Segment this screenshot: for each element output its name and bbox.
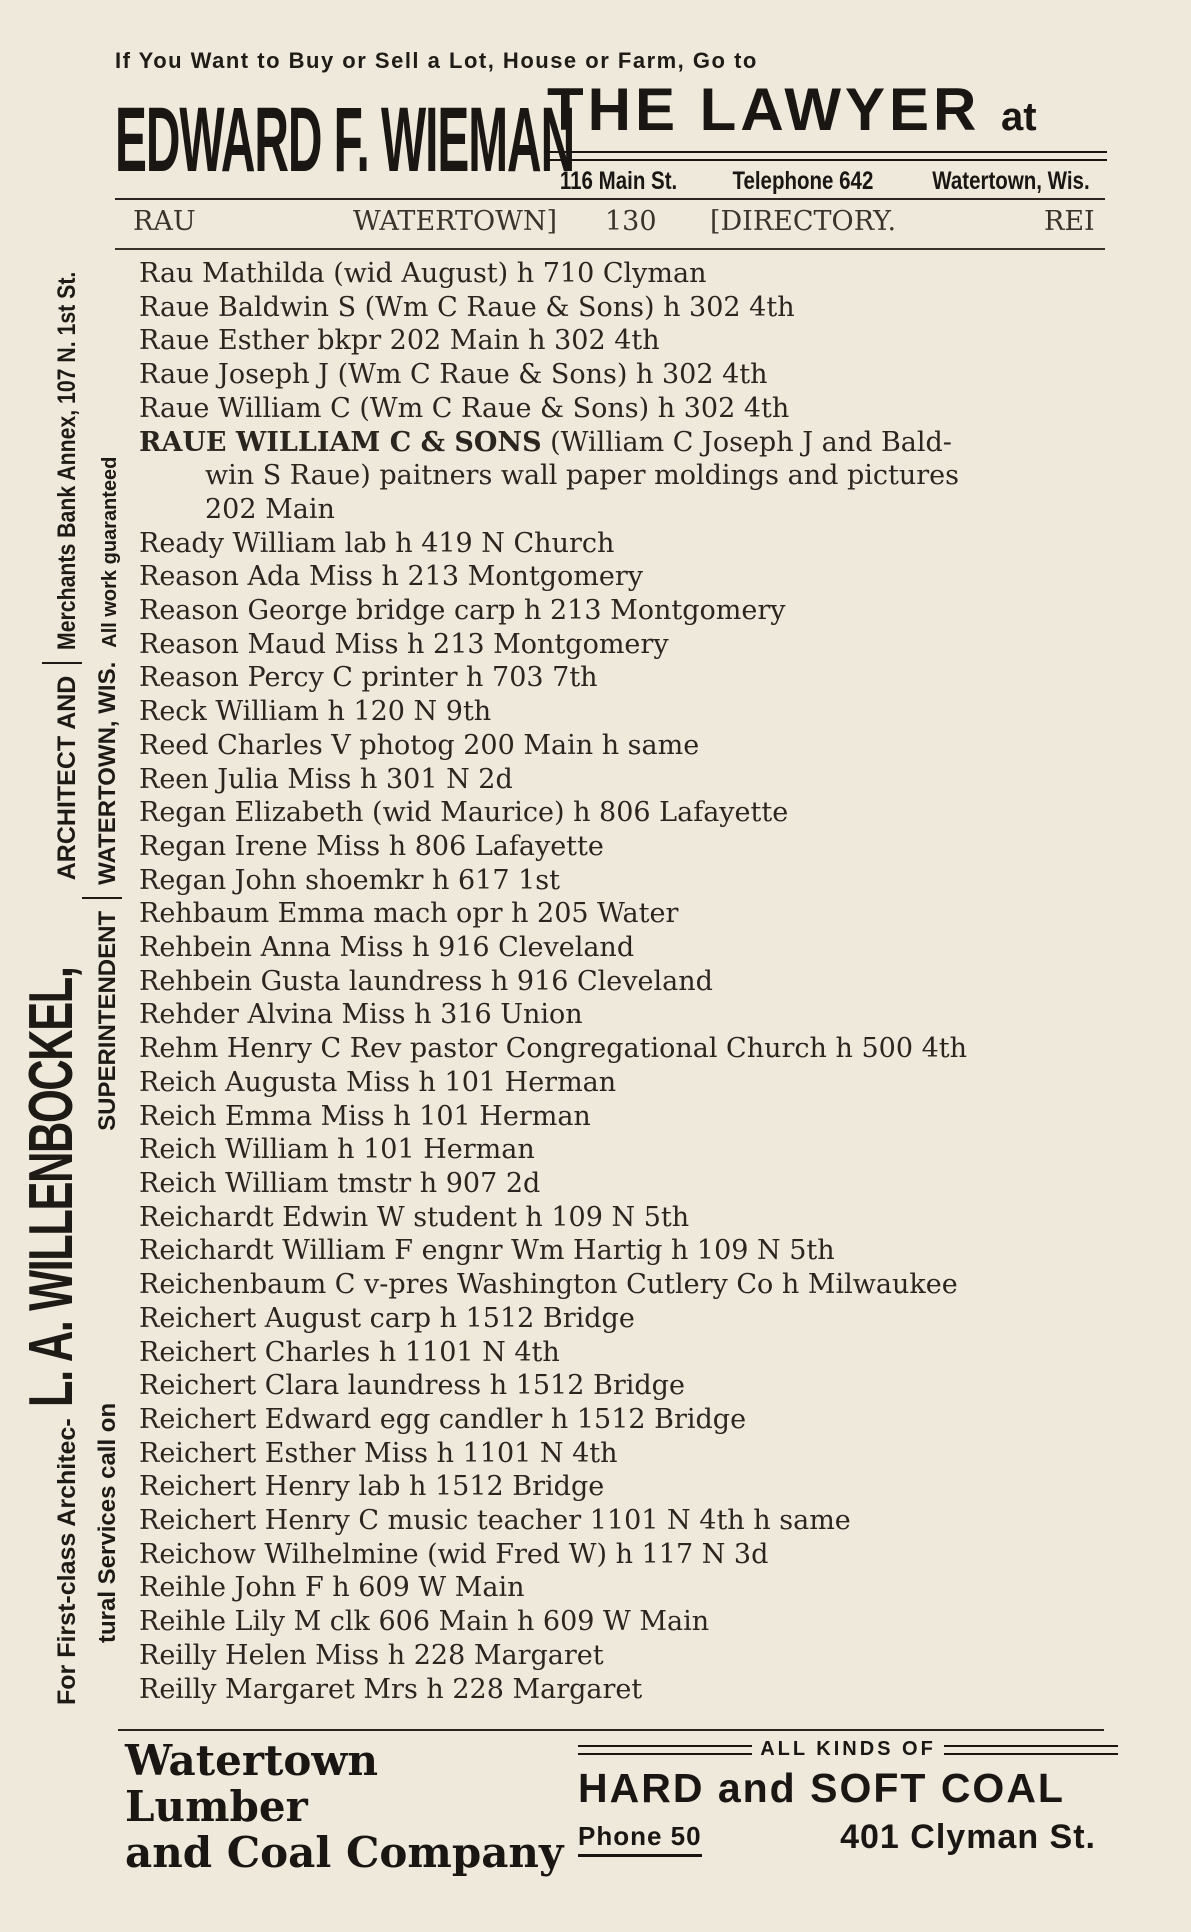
directory-entry bbox=[139, 1133, 1099, 1167]
directory-entry bbox=[139, 931, 1099, 965]
page-header bbox=[133, 206, 1108, 242]
entry-text: Rehbein Anna Miss h 916 Cleveland bbox=[139, 932, 635, 964]
directory-entry bbox=[139, 1100, 1099, 1134]
entry-text: Reen Julia Miss h 301 N 2d bbox=[139, 763, 513, 795]
entry-text: Raue Joseph J (Wm C Raue & Sons) h 302 4th bbox=[139, 359, 768, 391]
entry-text: Reilly Margaret Mrs h 228 Margaret bbox=[139, 1673, 643, 1705]
top-ad-headline: If You Want to Buy or Sell a Lot, House or Farm, Go to bbox=[115, 48, 758, 73]
directory-entry bbox=[139, 628, 1099, 662]
directory-entry bbox=[139, 1336, 1099, 1370]
side-ad-line-1 bbox=[17, 205, 86, 1705]
header-city: WATERTOWN] bbox=[353, 206, 558, 237]
entry-text: Reich Emma Miss h 101 Herman bbox=[139, 1100, 591, 1132]
architect-title-2: SUPERINTENDENT bbox=[94, 910, 121, 1131]
directory-entry bbox=[139, 1639, 1099, 1673]
entry-text: Reichert Edward egg candler h 1512 Bridge bbox=[139, 1403, 747, 1435]
directory-entry bbox=[139, 1504, 1099, 1538]
entry-text: Regan Elizabeth (wid Maurice) h 806 Lafayette bbox=[139, 797, 789, 829]
entry-text: Reason Ada Miss h 213 Montgomery bbox=[139, 561, 644, 593]
directory-entry bbox=[139, 392, 1099, 426]
directory-entry bbox=[139, 763, 1099, 797]
directory-entry bbox=[139, 1268, 1099, 1302]
directory-entry bbox=[139, 1167, 1099, 1201]
entry-text: Reich William h 101 Herman bbox=[139, 1134, 535, 1166]
directory-entry bbox=[139, 459, 1099, 493]
coal-ad-details bbox=[578, 1738, 1118, 1858]
side-divider bbox=[42, 662, 82, 664]
directory-entry bbox=[139, 830, 1099, 864]
directory-entry bbox=[139, 1437, 1099, 1471]
entry-firm-name: RAUE WILLIAM C & SONS bbox=[139, 426, 542, 458]
coal-kinds: ALL KINDS OF bbox=[760, 1738, 936, 1760]
entry-text: Raue Baldwin S (Wm C Raue & Sons) h 302 4th bbox=[139, 291, 795, 323]
entry-text: Reihle John F h 609 W Main bbox=[139, 1572, 525, 1604]
entry-text: Reichert Henry lab h 1512 Bridge bbox=[139, 1471, 605, 1503]
header-section: [DIRECTORY. bbox=[710, 206, 897, 237]
entry-text: Reilly Helen Miss h 228 Margaret bbox=[139, 1639, 604, 1671]
entry-text: Reichow Wilhelmine (wid Fred W) h 117 N 3d bbox=[139, 1538, 769, 1570]
entry-text: Raue Esther bkpr 202 Main h 302 4th bbox=[139, 325, 660, 357]
directory-entry bbox=[139, 998, 1099, 1032]
entry-text: Reck William h 120 N 9th bbox=[139, 696, 492, 728]
lawyer-address: 116 Main St. bbox=[559, 167, 678, 195]
entry-text: Reich Augusta Miss h 101 Herman bbox=[139, 1066, 617, 1098]
directory-entry bbox=[139, 1369, 1099, 1403]
entry-text: Reichert Henry C music teacher 1101 N 4th h same bbox=[139, 1505, 851, 1537]
entry-text: Reich William tmstr h 907 2d bbox=[139, 1167, 541, 1199]
entry-text: Rehder Alvina Miss h 316 Union bbox=[139, 999, 583, 1031]
architect-address: Merchants Bank Annex, 107 N. 1st St. bbox=[53, 271, 81, 651]
kinds-rule-left bbox=[578, 1745, 752, 1755]
entry-text: Reihle Lily M clk 606 Main h 609 W Main bbox=[139, 1606, 710, 1638]
entry-text: Reichert Clara laundress h 1512 Bridge bbox=[139, 1370, 685, 1402]
directory-entry bbox=[139, 1234, 1099, 1268]
side-ad-line-2 bbox=[82, 205, 122, 1705]
coal-kinds-row bbox=[578, 1738, 1118, 1761]
bottom-divider bbox=[118, 1729, 1104, 1731]
directory-entry bbox=[139, 1673, 1099, 1707]
directory-entry bbox=[139, 1302, 1099, 1336]
directory-entry bbox=[139, 1605, 1099, 1639]
header-right-guide: REI bbox=[1044, 206, 1095, 237]
architect-city: WATERTOWN, WIS. bbox=[94, 661, 121, 885]
entry-text: Reason George bridge carp h 213 Montgomery bbox=[139, 595, 786, 627]
lawyer-block bbox=[547, 76, 1107, 195]
directory-entry bbox=[139, 965, 1099, 999]
entry-text: Reichardt William F engnr Wm Hartig h 109 N 5th bbox=[139, 1235, 835, 1267]
entry-text: Reason Percy C printer h 703 7th bbox=[139, 662, 598, 694]
coal-company-line-2: and Coal Company bbox=[125, 1828, 564, 1877]
entry-text: Reichert Esther Miss h 1101 N 4th bbox=[139, 1437, 618, 1469]
top-divider bbox=[115, 198, 1105, 200]
entry-text: Reason Maud Miss h 213 Montgomery bbox=[139, 628, 669, 660]
coal-address: 401 Clyman St. bbox=[840, 1818, 1096, 1856]
lawyer-city: Watertown, Wis. bbox=[932, 167, 1090, 195]
architect-title: ARCHITECT AND bbox=[53, 675, 81, 881]
directory-entry bbox=[139, 594, 1099, 628]
directory-entry bbox=[139, 1470, 1099, 1504]
directory-entry bbox=[139, 324, 1099, 358]
lawyer-double-rule bbox=[547, 151, 1107, 161]
lawyer-telephone: Telephone 642 bbox=[732, 167, 874, 195]
entry-text: Reichenbaum C v-pres Washington Cutlery Co h Milwaukee bbox=[139, 1269, 958, 1301]
side-ad-intro-2: tural Services call on bbox=[94, 1402, 121, 1643]
lawyer-name: EDWARD F. WIEMAN bbox=[115, 89, 575, 191]
header-divider bbox=[115, 248, 1105, 250]
coal-company-name bbox=[125, 1736, 565, 1877]
coal-phone: Phone 50 bbox=[578, 1821, 702, 1857]
directory-entry bbox=[139, 1032, 1099, 1066]
directory-entry bbox=[139, 1538, 1099, 1572]
directory-entry bbox=[139, 695, 1099, 729]
directory-entry bbox=[139, 426, 1099, 460]
entry-text: win S Raue) paitners wall paper moldings and pictures bbox=[205, 460, 959, 492]
architect-guarantee: All work guaranteed bbox=[99, 456, 121, 648]
coal-product: HARD and SOFT COAL bbox=[578, 1765, 1065, 1811]
entry-text: Ready William lab h 419 N Church bbox=[139, 527, 615, 559]
directory-entry bbox=[139, 527, 1099, 561]
entry-text: Regan Irene Miss h 806 Lafayette bbox=[139, 830, 604, 862]
lawyer-title-row bbox=[547, 78, 1107, 149]
directory-entry bbox=[139, 291, 1099, 325]
directory-entry bbox=[139, 1066, 1099, 1100]
header-left-guide: RAU bbox=[133, 206, 196, 237]
directory-entry bbox=[139, 257, 1099, 291]
directory-entry bbox=[139, 560, 1099, 594]
entry-text: Reichert August carp h 1512 Bridge bbox=[139, 1302, 635, 1334]
side-ad-intro: For First-class Architec- bbox=[53, 1418, 81, 1705]
coal-company-line-1: Watertown Lumber bbox=[125, 1736, 379, 1831]
directory-entry bbox=[139, 1571, 1099, 1605]
directory-entry bbox=[139, 493, 1099, 527]
directory-entry bbox=[139, 729, 1099, 763]
entry-text: 202 Main bbox=[205, 493, 335, 525]
directory-entry bbox=[139, 864, 1099, 898]
entry-text: Reichardt Edwin W student h 109 N 5th bbox=[139, 1201, 690, 1233]
entry-text: Rehbaum Emma mach opr h 205 Water bbox=[139, 898, 679, 930]
lawyer-title-suffix: at bbox=[1001, 95, 1037, 139]
directory-entry bbox=[139, 661, 1099, 695]
entry-text: Rehbein Gusta laundress h 916 Cleveland bbox=[139, 965, 713, 997]
directory-entries bbox=[139, 257, 1099, 1706]
page-number: 130 bbox=[605, 206, 657, 237]
top-advertisement bbox=[115, 48, 1105, 198]
entry-text: Reed Charles V photog 200 Main h same bbox=[139, 729, 700, 761]
directory-entry bbox=[139, 796, 1099, 830]
entry-text: Reichert Charles h 1101 N 4th bbox=[139, 1336, 560, 1368]
directory-entry bbox=[139, 1403, 1099, 1437]
kinds-rule-right bbox=[944, 1745, 1118, 1755]
directory-entry bbox=[139, 358, 1099, 392]
entry-text: Rau Mathilda (wid August) h 710 Clyman bbox=[139, 258, 707, 289]
entry-text: Rehm Henry C Rev pastor Congregational Church h 500 4th bbox=[139, 1033, 967, 1065]
side-advertisement bbox=[17, 205, 122, 1705]
directory-entry bbox=[139, 897, 1099, 931]
lawyer-contact bbox=[547, 167, 1107, 196]
entry-text: Raue William C (Wm C Raue & Sons) h 302 4th bbox=[139, 392, 790, 424]
coal-contact-row bbox=[578, 1818, 1118, 1857]
lawyer-title: THE LAWYER bbox=[547, 76, 981, 143]
architect-name: L. A. WILLENBOCKEL, bbox=[17, 967, 86, 1408]
entry-text: Regan John shoemkr h 617 1st bbox=[139, 864, 561, 896]
directory-entry bbox=[139, 1201, 1099, 1235]
entry-text: (William C Joseph J and Bald- bbox=[541, 426, 952, 458]
side-divider-2 bbox=[82, 897, 122, 899]
